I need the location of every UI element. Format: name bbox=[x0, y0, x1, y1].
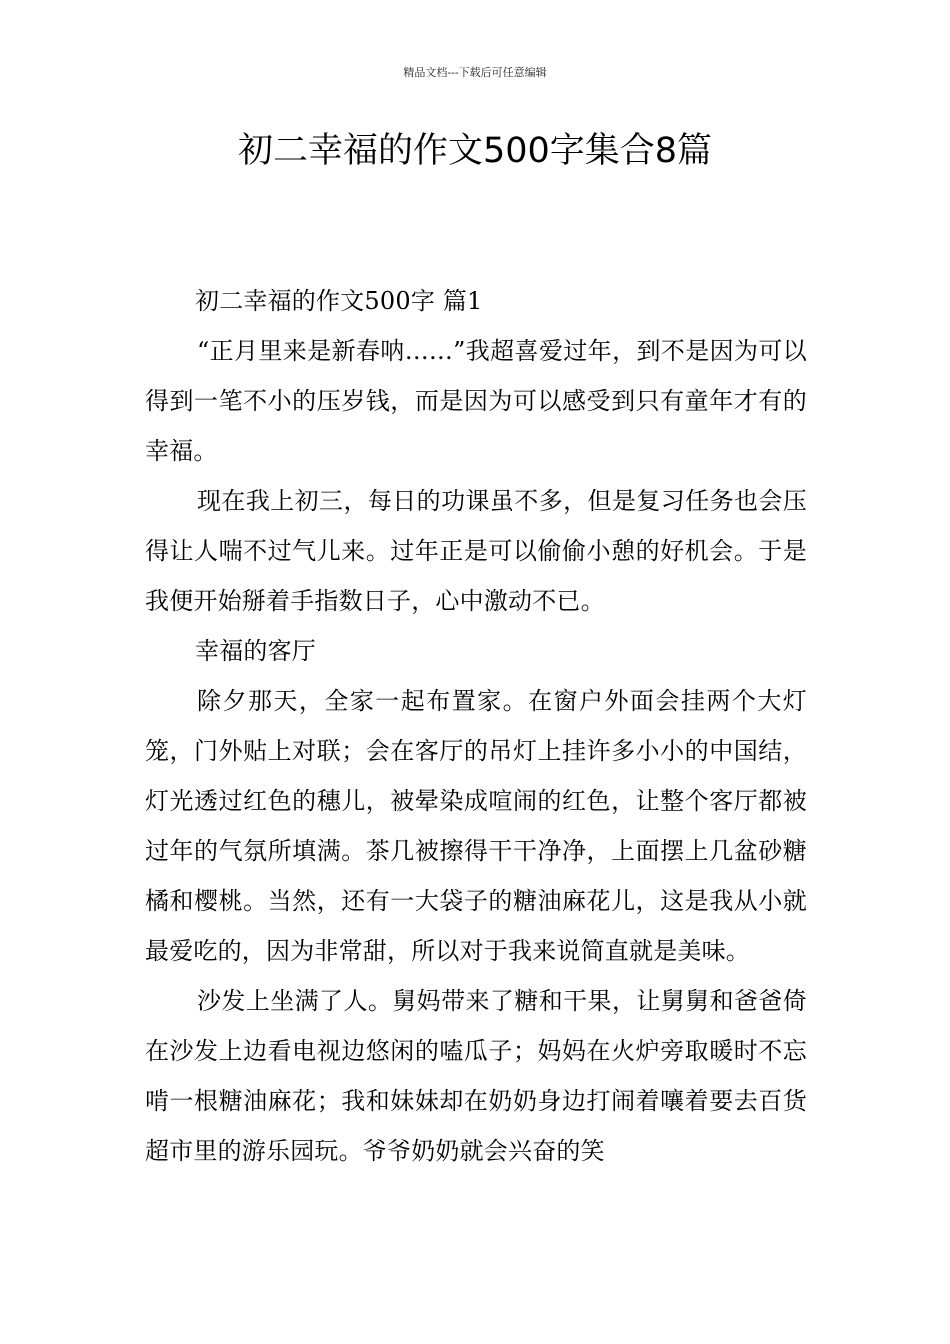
subsection-heading: 幸福的客厅 bbox=[195, 637, 316, 665]
document-body bbox=[145, 276, 807, 1176]
document-title: 初二幸福的作文500字集合8篇 bbox=[237, 131, 713, 171]
page-header-note: 精品文档---下载后可任意编辑 bbox=[403, 66, 547, 79]
paragraph: 除夕那天，全家一起布置家。在窗户外面会挂两个大灯笼，门外贴上对联；会在客厅的吊灯上挂许多小小的中国结，灯光透过红色的穗儿，被晕染成喧闹的红色，让整个客厅都被过年的气氛所填满。茶几被擦得干干净净，上面摆上几盆砂糖橘和樱桃。当然，还有一大袋子的糖油麻花儿，这是我从小就最爱吃的，因为非常甜，所以对于我来说简直就是美味。 bbox=[145, 687, 807, 965]
paragraph: 现在我上初三，每日的功课虽不多，但是复习任务也会压得让人喘不过气儿来。过年正是可以偷偷小憩的好机会。于是我便开始掰着手指数日子，心中激动不已。 bbox=[145, 487, 807, 615]
paragraph: 沙发上坐满了人。舅妈带来了糖和干果，让舅舅和爸爸倚在沙发上边看电视边悠闲的嗑瓜子；妈妈在火炉旁取暖时不忘啃一根糖油麻花；我和妹妹却在奶奶身边打闹着嚷着要去百货超市里的游乐园玩。爷爷奶奶就会兴奋的笑 bbox=[145, 987, 807, 1165]
essay-heading: 初二幸福的作文500字 篇1 bbox=[195, 287, 483, 315]
paragraph: “正月里来是新春呐……”我超喜爱过年，到不是因为可以得到一笔不小的压岁钱，而是因为可以感受到只有童年才有的幸福。 bbox=[145, 337, 807, 465]
